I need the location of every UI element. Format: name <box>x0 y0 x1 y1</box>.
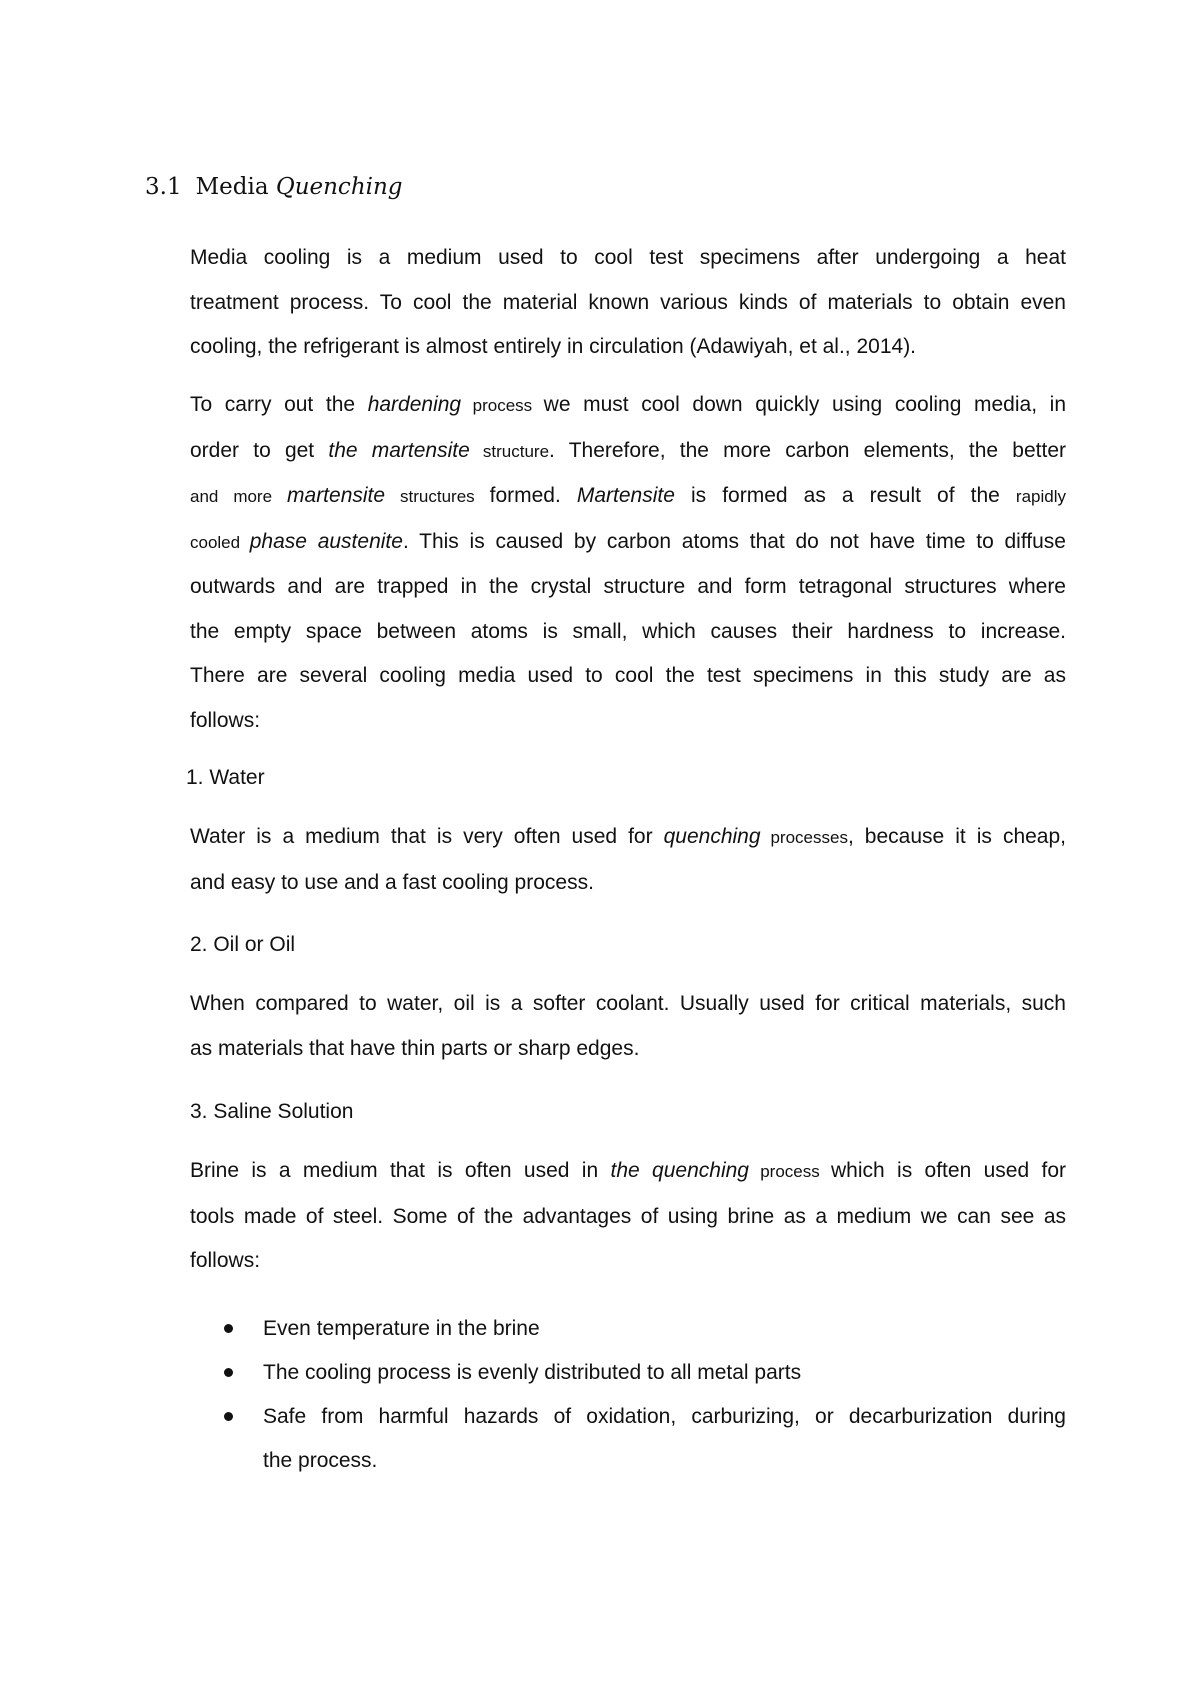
italic-term: hardening <box>367 393 462 416</box>
paragraph-line: There are several cooling media used to cool the test specimens in this study are as <box>190 664 1066 687</box>
italic-term: Martensite <box>576 484 675 507</box>
bullet-icon <box>224 1324 233 1333</box>
paragraph-line: follows: <box>190 1249 261 1272</box>
text-run: . Therefore, the more carbon elements, the better <box>549 438 1066 462</box>
section-title-italic: Quenching <box>275 174 403 200</box>
paragraph-line: cooling, the refrigerant is almost entirely in circulation (Adawiyah, et al., 2014). <box>190 335 917 358</box>
italic-term: quenching <box>663 825 761 848</box>
bullet-icon <box>224 1368 233 1377</box>
italic-term: phase austenite <box>249 529 403 553</box>
paragraph-line: When compared to water, oil is a softer coolant. Usually used for critical materials, such <box>190 992 1066 1015</box>
italic-term: the quenching <box>610 1159 749 1182</box>
text-run: cooled <box>190 532 250 552</box>
paragraph-line: tools made of steel. Some of the advantages of using brine as a medium we can see as <box>190 1204 1066 1228</box>
paragraph-line <box>190 474 1066 520</box>
paragraph-line <box>190 1149 1066 1195</box>
paragraph-line <box>190 815 1066 861</box>
italic-term: martensite <box>287 484 386 507</box>
text-run: Brine is a medium that is often used in <box>190 1159 611 1182</box>
list-item <box>190 1307 1066 1351</box>
text-run: Water is a medium that is very often used for <box>190 825 664 848</box>
media-title-water: 1. Water <box>186 766 265 789</box>
text-run: rapidly <box>1015 487 1066 506</box>
advantages-list <box>190 1307 1066 1483</box>
text-run: which is often used for <box>830 1159 1066 1182</box>
text-run: process <box>461 396 544 415</box>
list-item-text: Even temperature in the brine <box>263 1317 540 1340</box>
paragraph-line: Media cooling is a medium used to cool test specimens after undergoing a heat <box>190 246 1066 269</box>
text-run: structure <box>469 441 550 461</box>
text-run: To carry out the <box>190 393 368 416</box>
list-item <box>190 1395 1066 1483</box>
text-run: is formed as a result of the <box>674 484 1016 507</box>
section-title-plain: Media <box>195 174 269 200</box>
media-title-oil: 2. Oil or Oil <box>190 933 296 956</box>
water-paragraph <box>190 815 1066 905</box>
paragraph-line: outwards and are trapped in the crystal structure and form tetragonal structures where <box>190 575 1066 598</box>
section-heading <box>145 172 403 202</box>
text-run: and more <box>190 487 288 506</box>
list-item-line: Safe from harmful hazards of oxidation, carburizing, or decarburization during <box>263 1405 1066 1428</box>
list-item-text <box>263 1395 1066 1483</box>
paragraph-line <box>190 520 1066 566</box>
paragraph-line: the empty space between atoms is small, which causes their hardness to increase. <box>190 619 1066 643</box>
paragraph-line: and easy to use and a fast cooling process. <box>190 870 594 894</box>
hardening-paragraph <box>190 383 1066 743</box>
paragraph-line <box>190 383 1066 429</box>
text-run: processes <box>760 828 848 847</box>
oil-paragraph <box>190 982 1066 1071</box>
italic-term: the martensite <box>328 438 470 462</box>
text-run: we must cool down quickly using cooling media, in <box>543 393 1066 416</box>
paragraph-line: follows: <box>190 708 261 732</box>
text-run: structures <box>385 487 490 506</box>
paragraph-line: as materials that have thin parts or sharp edges. <box>190 1036 640 1060</box>
list-item-text: The cooling process is evenly distributed to all metal parts <box>263 1361 802 1384</box>
text-run: , because it is cheap, <box>847 825 1066 848</box>
section-number: 3.1 <box>145 174 182 200</box>
list-item <box>190 1351 1066 1395</box>
text-run: . This is caused by carbon atoms that do not have time to diffuse <box>402 529 1066 553</box>
text-run: formed. <box>489 484 577 507</box>
bullet-icon <box>224 1412 233 1421</box>
media-title-saline: 3. Saline Solution <box>190 1100 354 1123</box>
saline-paragraph <box>190 1149 1066 1284</box>
list-item-line: the process. <box>263 1449 378 1472</box>
paragraph-line <box>190 429 1066 475</box>
text-run: process <box>748 1162 831 1181</box>
text-run: order to get <box>190 438 329 462</box>
intro-paragraph <box>190 236 1066 370</box>
paragraph-line: treatment process. To cool the material known various kinds of materials to obtain even <box>190 290 1066 314</box>
